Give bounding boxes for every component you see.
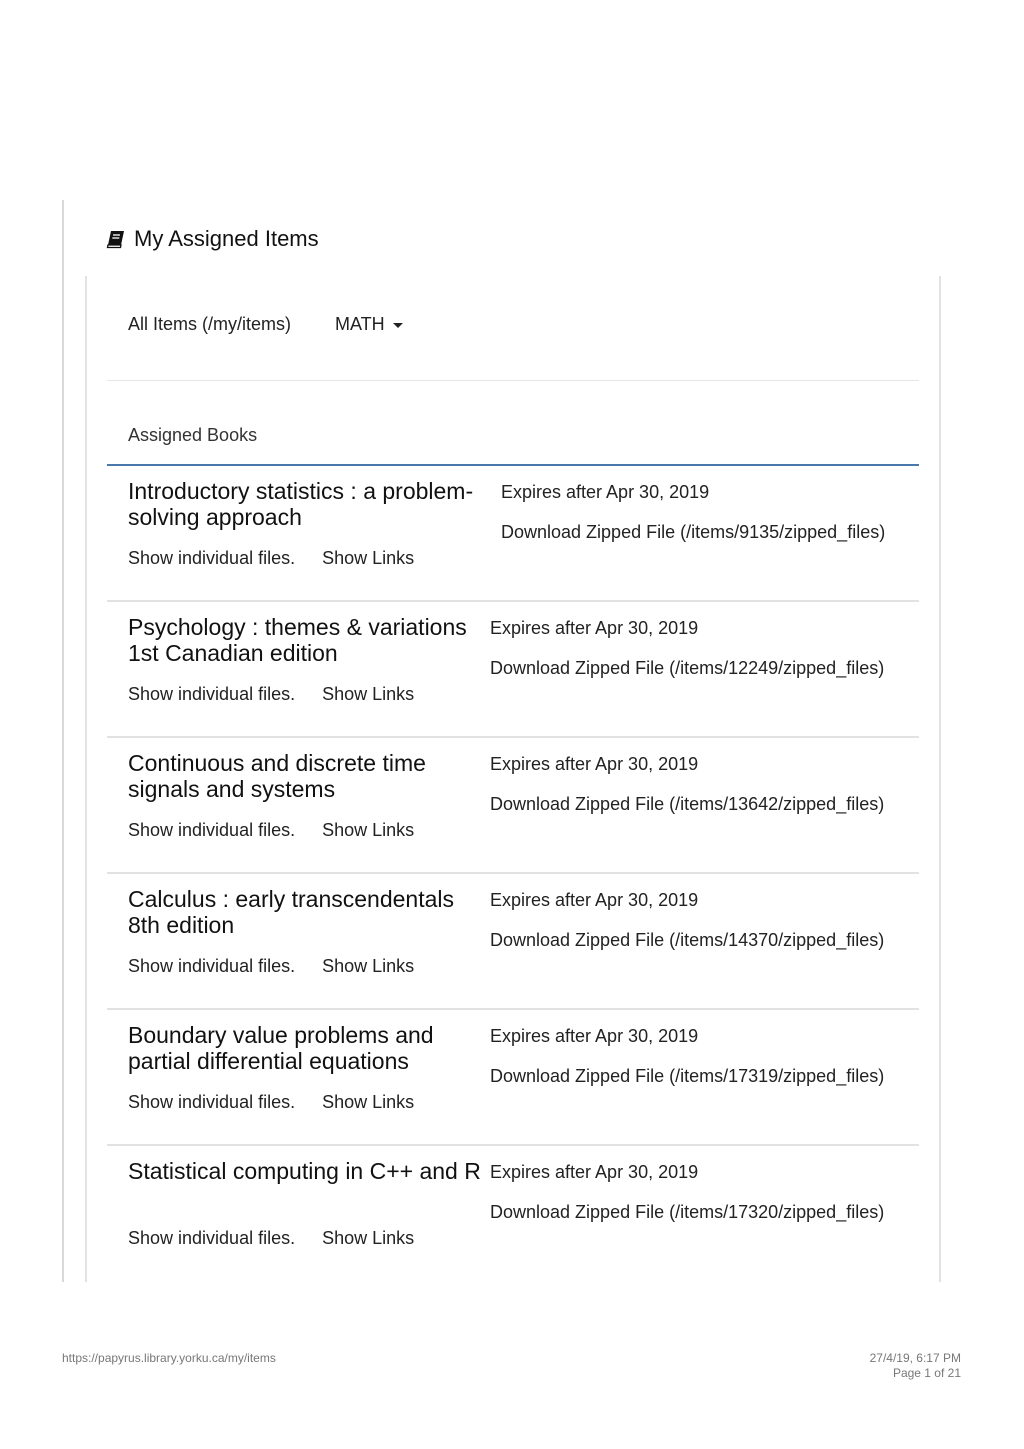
row-actions [128, 684, 414, 705]
page-title [106, 226, 319, 252]
row-actions [128, 1228, 414, 1249]
show-individual-files-link[interactable]: Show individual files. [128, 548, 296, 568]
download-zipped-link[interactable]: Download Zipped File (/items/9135/zipped_files) [501, 522, 886, 542]
list-item [107, 738, 919, 874]
footer-datetime: 27/4/19, 6:17 PM [869, 1351, 961, 1365]
download-zipped-link[interactable]: Download Zipped File (/items/17320/zipped_files) [490, 1202, 885, 1222]
row-meta [490, 1026, 884, 1087]
book-title: Boundary value problems and partial differential equations [128, 1022, 434, 1074]
row-actions [128, 820, 414, 841]
book-title: Statistical computing in C++ and R [128, 1158, 481, 1184]
book-title: Continuous and discrete time signals and systems [128, 750, 426, 802]
divider [107, 380, 919, 381]
footer-info [870, 1351, 961, 1381]
caret-down-icon [393, 323, 403, 328]
row-meta [490, 754, 884, 815]
list-item [107, 466, 919, 602]
expiry-text: Expires after Apr 30, 2019 [490, 618, 699, 638]
show-individual-files-link[interactable]: Show individual files. [128, 820, 296, 840]
list-item [107, 602, 919, 738]
page-title-text: My Assigned Items [134, 226, 319, 251]
show-individual-files-link[interactable]: Show individual files. [128, 1092, 296, 1112]
list-item [107, 874, 919, 1010]
assigned-books-list [107, 466, 919, 1282]
book-title: Calculus : early transcendentals 8th edition [128, 886, 454, 938]
subnav [128, 314, 447, 335]
row-actions [128, 548, 414, 569]
download-zipped-link[interactable]: Download Zipped File (/items/13642/zipped_files) [490, 794, 885, 814]
book-title: Introductory statistics : a problem-solving approach [128, 478, 474, 530]
row-meta [490, 618, 884, 679]
row-meta [501, 482, 885, 543]
show-individual-files-link[interactable]: Show individual files. [128, 956, 296, 976]
expiry-text: Expires after Apr 30, 2019 [490, 1162, 699, 1182]
download-zipped-link[interactable]: Download Zipped File (/items/14370/zipped_files) [490, 930, 885, 950]
show-individual-files-link[interactable]: Show individual files. [128, 1228, 296, 1248]
row-actions [128, 956, 414, 977]
show-links-link[interactable]: Show Links [322, 1228, 415, 1248]
row-actions [128, 1092, 414, 1113]
show-links-link[interactable]: Show Links [322, 956, 415, 976]
footer-page-number: Page 1 of 21 [892, 1366, 961, 1380]
math-dropdown[interactable] [335, 314, 403, 335]
show-links-link[interactable]: Show Links [322, 548, 415, 568]
show-individual-files-link[interactable]: Show individual files. [128, 684, 296, 704]
expiry-text: Expires after Apr 30, 2019 [490, 754, 699, 774]
book-icon [106, 229, 126, 249]
download-zipped-link[interactable]: Download Zipped File (/items/12249/zipped_files) [490, 658, 885, 678]
show-links-link[interactable]: Show Links [322, 1092, 415, 1112]
show-links-link[interactable]: Show Links [322, 820, 415, 840]
all-items-link[interactable]: All Items (/my/items) [128, 314, 292, 334]
footer-url: https://papyrus.library.yorku.ca/my/items [62, 1351, 276, 1365]
book-title: Psychology : themes & variations 1st Canadian edition [128, 614, 467, 666]
expiry-text: Expires after Apr 30, 2019 [490, 890, 699, 910]
list-item [107, 1146, 919, 1282]
tab-assigned-books[interactable]: Assigned Books [128, 425, 258, 445]
outer-rule [62, 200, 64, 1282]
expiry-text: Expires after Apr 30, 2019 [490, 1026, 699, 1046]
download-zipped-link[interactable]: Download Zipped File (/items/17319/zipped_files) [490, 1066, 885, 1086]
math-dropdown-label: MATH [335, 314, 385, 334]
show-links-link[interactable]: Show Links [322, 684, 415, 704]
row-meta [490, 890, 884, 951]
list-item [107, 1010, 919, 1146]
expiry-text: Expires after Apr 30, 2019 [501, 482, 710, 502]
row-meta [490, 1162, 884, 1223]
